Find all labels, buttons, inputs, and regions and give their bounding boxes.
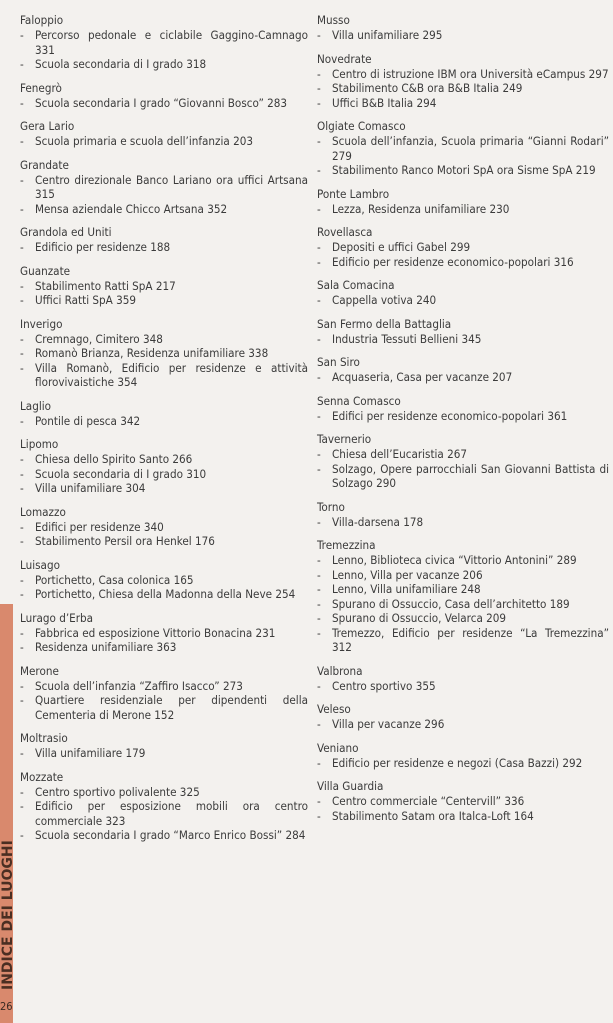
work-item: - Villa-darsena 178: [317, 515, 609, 530]
work-list: [317, 293, 609, 308]
work-item: - Centro di istruzione IBM ora Università eCampus 297: [317, 67, 609, 82]
index-entry: [317, 702, 609, 732]
work-list: [20, 28, 308, 72]
work-list: [20, 134, 308, 149]
index-entry: [317, 500, 609, 530]
index-entry: [317, 741, 609, 771]
work-item: - Mensa aziendale Chicco Artsana 352: [20, 202, 308, 217]
index-entry: [317, 394, 609, 424]
index-entry: [317, 779, 609, 823]
index-entry: [317, 13, 609, 43]
work-item: - Centro direzionale Banco Lariano ora uffici Artsana 315: [20, 173, 308, 202]
index-entry: [317, 187, 609, 217]
work-item: - Portichetto, Casa colonica 165: [20, 573, 308, 588]
index-entry: [317, 119, 609, 178]
work-item: - Edifici per residenze 340: [20, 520, 308, 535]
work-list: [317, 67, 609, 111]
index-entry: [20, 264, 308, 308]
town-name: Grandola ed Uniti: [20, 225, 112, 239]
work-list: [20, 520, 308, 549]
town-name: Laglio: [20, 398, 51, 413]
work-item: - Acquaseria, Casa per vacanze 207: [317, 370, 609, 385]
town-name: Fenegrò: [20, 80, 62, 95]
work-list: [317, 28, 609, 43]
town-name: Rovellasca: [317, 225, 373, 239]
work-item: - Chiesa dell’Eucaristia 267: [317, 447, 609, 462]
town-name: Novedrate: [317, 51, 372, 66]
work-list: [317, 202, 609, 217]
work-item: - Stabilimento Ranco Motori SpA ora Sisme SpA 219: [317, 163, 609, 178]
work-list: [317, 794, 609, 823]
work-item: - Edificio per residenze e negozi (Casa Bazzi) 292: [317, 756, 609, 771]
town-name: Valbrona: [317, 663, 363, 678]
work-item: - Villa Romanò, Edificio per residenze e attività florovivaistiche 354: [20, 361, 308, 390]
work-item: - Villa unifamiliare 179: [20, 746, 308, 761]
index-entry: [317, 432, 609, 491]
work-item: - Residenza unifamiliare 363: [20, 640, 308, 655]
work-item: - Scuola dell’infanzia, Scuola primaria “Gianni Rodari” 279: [317, 134, 609, 163]
work-item: - Uffici B&B Italia 294: [317, 96, 609, 111]
index-entry: [20, 437, 308, 496]
work-item: - Edificio per residenze economico-popolari 316: [317, 255, 609, 270]
index-entry: [20, 558, 308, 602]
sidebar-title: INDICE DEI LUOGHI: [0, 840, 16, 990]
work-item: - Cappella votiva 240: [317, 293, 609, 308]
work-item: - Stabilimento Persil ora Henkel 176: [20, 534, 308, 549]
work-list: [317, 553, 609, 655]
work-list: [317, 370, 609, 385]
town-name: Torno: [317, 499, 345, 514]
work-list: [317, 515, 609, 530]
work-item: - Stabilimento Ratti SpA 217: [20, 279, 308, 294]
work-item: - Centro sportivo 355: [317, 679, 609, 694]
work-item: - Portichetto, Chiesa della Madonna della Neve 254: [20, 587, 308, 602]
town-name: Ponte Lambro: [317, 186, 390, 201]
work-item: - Villa unifamiliare 304: [20, 481, 308, 496]
work-item: - Scuola secondaria I grado “Giovanni Bosco” 283: [20, 96, 308, 111]
town-name: Mozzate: [20, 769, 64, 784]
work-list: [20, 279, 308, 308]
index-entry: [317, 278, 609, 308]
work-item: - Scuola secondaria di I grado 318: [20, 57, 308, 72]
work-list: [20, 452, 308, 496]
index-entry: [20, 770, 308, 843]
work-item: - Tremezzo, Edificio per residenze “La Tremezzina” 312: [317, 626, 609, 655]
work-item: - Scuola primaria e scuola dell’infanzia 203: [20, 134, 308, 149]
work-list: [317, 679, 609, 694]
index-entry: [20, 611, 308, 655]
town-name: Faloppio: [20, 13, 64, 27]
index-entry: [317, 225, 609, 269]
town-name: Luisago: [20, 557, 60, 572]
work-item: - Scuola dell’infanzia “Zaffiro Isacco” 273: [20, 679, 308, 694]
work-list: [20, 573, 308, 602]
work-item: - Stabilimento Satam ora Italca-Loft 164: [317, 809, 609, 824]
work-item: - Percorso pedonale e ciclabile Gaggino-Camnago 331: [20, 28, 308, 57]
town-name: Grandate: [20, 157, 69, 172]
town-name: Inverigo: [20, 316, 63, 331]
work-item: - Edifici per residenze economico-popolari 361: [317, 409, 609, 424]
index-entry: [20, 664, 308, 723]
town-name: Moltrasio: [20, 731, 68, 745]
work-item: - Lenno, Villa unifamiliare 248: [317, 582, 609, 597]
work-item: - Scuola secondaria di I grado 310: [20, 467, 308, 482]
page-number: 26: [0, 1000, 13, 1013]
work-list: [317, 447, 609, 491]
work-list: [317, 332, 609, 347]
work-item: - Quartiere residenziale per dipendenti della Cementeria di Merone 152: [20, 693, 308, 722]
town-name: Guanzate: [20, 263, 71, 278]
work-item: - Lezza, Residenza unifamiliare 230: [317, 202, 609, 217]
work-list: [20, 626, 308, 655]
work-item: - Spurano di Ossuccio, Casa dell’architetto 189: [317, 597, 609, 612]
town-name: Tavernerio: [317, 432, 372, 446]
index-entry: [20, 158, 308, 217]
town-name: San Siro: [317, 355, 360, 369]
work-list: [20, 240, 308, 255]
work-item: - Uffici Ratti SpA 359: [20, 293, 308, 308]
work-list: [317, 409, 609, 424]
index-entry: [317, 355, 609, 385]
town-name: Musso: [317, 13, 350, 27]
index-entry: [20, 81, 308, 111]
work-item: - Cremnago, Cimitero 348: [20, 332, 308, 347]
work-item: - Edificio per residenze 188: [20, 240, 308, 255]
work-item: - Centro commerciale “Centervill” 336: [317, 794, 609, 809]
work-item: - Villa unifamiliare 295: [317, 28, 609, 43]
index-entry: [20, 13, 308, 72]
town-name: Gera Lario: [20, 119, 75, 133]
work-list: [20, 785, 308, 843]
town-name: Villa Guardia: [317, 779, 384, 793]
town-name: Olgiate Comasco: [317, 119, 406, 133]
sidebar-title-wrap: [0, 790, 16, 990]
work-item: - Solzago, Opere parrocchiali San Giovanni Battista di Solzago 290: [317, 462, 609, 491]
index-entry: [317, 52, 609, 111]
index-column-right: [317, 13, 609, 832]
index-entry: [20, 731, 308, 761]
town-name: Merone: [20, 663, 59, 678]
index-entry: [20, 119, 308, 149]
work-list: [317, 240, 609, 269]
index-entry: [20, 505, 308, 549]
work-list: [317, 134, 609, 178]
work-list: [20, 96, 308, 111]
town-name: Lomazzo: [20, 504, 66, 519]
work-list: [317, 756, 609, 771]
work-item: - Spurano di Ossuccio, Velarca 209: [317, 611, 609, 626]
work-list: [20, 414, 308, 429]
work-item: - Villa per vacanze 296: [317, 717, 609, 732]
work-list: [20, 332, 308, 390]
town-name: Sala Comacina: [317, 278, 395, 292]
work-item: - Stabilimento C&B ora B&B Italia 249: [317, 81, 609, 96]
work-item: - Chiesa dello Spirito Santo 266: [20, 452, 308, 467]
index-entry: [317, 664, 609, 694]
work-item: - Edificio per esposizione mobili ora centro commerciale 323: [20, 799, 308, 828]
work-item: - Depositi e uffici Gabel 299: [317, 240, 609, 255]
town-name: San Fermo della Battaglia: [317, 316, 452, 331]
work-item: - Lenno, Biblioteca civica “Vittorio Antonini” 289: [317, 553, 609, 568]
index-column-left: [20, 13, 308, 852]
index-entry: [20, 317, 308, 390]
town-name: Lipomo: [20, 437, 59, 451]
town-name: Lurago d’Erba: [20, 610, 94, 625]
index-entry: [317, 538, 609, 655]
work-list: [317, 717, 609, 732]
index-entry: [20, 399, 308, 429]
index-entry: [20, 225, 308, 255]
work-list: [20, 746, 308, 761]
work-item: - Centro sportivo polivalente 325: [20, 785, 308, 800]
work-item: - Romanò Brianza, Residenza unifamiliare 338: [20, 346, 308, 361]
town-name: Veleso: [317, 702, 351, 716]
work-item: - Industria Tessuti Bellieni 345: [317, 332, 609, 347]
town-name: Senna Comasco: [317, 393, 401, 408]
work-item: - Scuola secondaria I grado “Marco Enrico Bossi” 284: [20, 828, 308, 843]
town-name: Veniano: [317, 740, 359, 755]
index-entry: [317, 317, 609, 347]
work-list: [20, 679, 308, 723]
town-name: Tremezzina: [317, 538, 376, 552]
work-list: [20, 173, 308, 217]
work-item: - Fabbrica ed esposizione Vittorio Bonacina 231: [20, 626, 308, 641]
work-item: - Lenno, Villa per vacanze 206: [317, 568, 609, 583]
work-item: - Pontile di pesca 342: [20, 414, 308, 429]
